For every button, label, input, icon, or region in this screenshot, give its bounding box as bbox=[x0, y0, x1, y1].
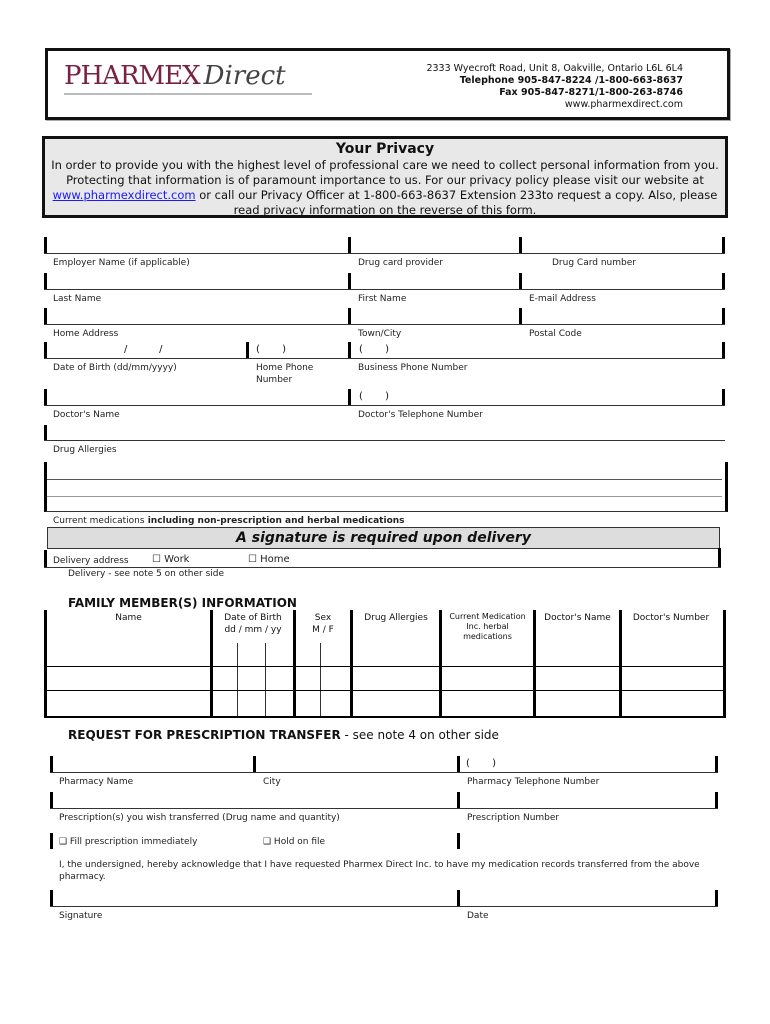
postal-code-label: Postal Code bbox=[529, 329, 582, 339]
column-header-sex: Sex bbox=[314, 613, 332, 623]
column-header-doctor-name: Doctor's Name bbox=[544, 613, 611, 623]
drug-card-provider-label: Drug card provider bbox=[358, 258, 443, 268]
pharmacy-phone-label: Pharmacy Telephone Number bbox=[467, 777, 600, 787]
field-tick bbox=[722, 389, 725, 405]
fax: Fax 905-847-8271/1-800-263-8746 bbox=[499, 87, 683, 98]
field-tick bbox=[722, 342, 725, 358]
business-phone-label: Business Phone Number bbox=[358, 363, 468, 373]
field-tick bbox=[457, 833, 460, 849]
drug-allergies-label: Drug Allergies bbox=[53, 445, 117, 455]
acknowledgement-text: I, the undersigned, hereby acknowledge that I have requested Pharmex Direct Inc. to have my medication records transferred from the above bbox=[59, 860, 700, 870]
area-code-parens: ( ) bbox=[359, 391, 390, 402]
first-name-label: First Name bbox=[358, 294, 407, 304]
current-medications-label: Current medications bbox=[53, 516, 145, 526]
website: www.pharmexdirect.com bbox=[564, 99, 683, 110]
current-medications-label-bold: including non-prescription and herbal medications bbox=[144, 516, 405, 526]
privacy-text: read privacy information on the reverse of this form. bbox=[233, 203, 537, 217]
column-header-name: Name bbox=[115, 613, 142, 623]
home-address-field[interactable] bbox=[44, 308, 349, 325]
field-underline bbox=[44, 253, 725, 254]
doctor-phone-field[interactable] bbox=[349, 389, 724, 406]
field-tick bbox=[348, 237, 351, 253]
last-name-label: Last Name bbox=[53, 294, 102, 304]
email-field[interactable] bbox=[520, 273, 724, 290]
prescription-number-label: Prescription Number bbox=[467, 813, 560, 823]
signature-field[interactable] bbox=[50, 890, 458, 907]
column-header-medication: Current Medication bbox=[449, 612, 526, 621]
privacy-text: In order to provide you with the highest level of professional care we need to collect personal information from you. bbox=[51, 158, 719, 172]
field-underline bbox=[44, 405, 725, 406]
address: 2333 Wyecroft Road, Unit 8, Oakville, Ontario L6L 6L4 bbox=[426, 63, 683, 74]
first-name-field[interactable] bbox=[349, 273, 520, 290]
family-row-3[interactable] bbox=[47, 691, 720, 715]
privacy-title: Your Privacy bbox=[335, 141, 435, 157]
field-tick bbox=[44, 308, 47, 324]
employer-label: Employer Name (if applicable) bbox=[53, 258, 190, 268]
family-row-2[interactable] bbox=[47, 667, 720, 690]
field-tick bbox=[519, 308, 522, 324]
pharmacy-city-field[interactable] bbox=[254, 756, 458, 773]
area-code-parens: ( ) bbox=[256, 344, 287, 355]
field-tick bbox=[50, 756, 53, 772]
field-tick bbox=[253, 756, 256, 772]
employer-field[interactable] bbox=[44, 237, 349, 254]
prescriptions-label: Prescription(s) you wish transferred (Drug name and quantity) bbox=[59, 813, 340, 823]
field-tick bbox=[44, 237, 47, 253]
pharmex-logo bbox=[64, 61, 286, 91]
transfer-section-title: REQUEST FOR PRESCRIPTION TRANSFER bbox=[68, 728, 341, 742]
field-tick bbox=[457, 756, 460, 772]
column-header-dob: Date of Birth bbox=[224, 613, 282, 623]
field-tick bbox=[50, 833, 53, 849]
field-tick bbox=[348, 308, 351, 324]
home-checkbox[interactable]: ☐ Home bbox=[248, 554, 290, 565]
delivery-note: Delivery - see note 5 on other side bbox=[68, 569, 225, 579]
field-tick bbox=[519, 273, 522, 289]
field-underline bbox=[50, 906, 718, 907]
privacy-box bbox=[42, 136, 728, 218]
family-section-title: FAMILY MEMBER(S) INFORMATION bbox=[68, 596, 297, 610]
date-field[interactable] bbox=[458, 890, 718, 907]
field-underline bbox=[50, 808, 718, 809]
field-underline bbox=[50, 772, 718, 773]
drug-card-provider-field[interactable] bbox=[349, 237, 520, 254]
hold-on-file-checkbox[interactable]: ❑ Hold on file bbox=[263, 837, 326, 847]
family-row-1[interactable] bbox=[47, 643, 720, 666]
field-tick bbox=[457, 792, 460, 808]
contact-info bbox=[426, 63, 683, 111]
area-code-parens: ( ) bbox=[466, 758, 497, 769]
doctor-name-label: Doctor's Name bbox=[53, 410, 120, 420]
field-underline bbox=[44, 324, 725, 325]
field-tick bbox=[44, 550, 47, 568]
town-field[interactable] bbox=[349, 308, 520, 325]
column-header-sex-options: M / F bbox=[312, 625, 334, 635]
field-tick bbox=[50, 890, 53, 906]
logo-sub: Direct bbox=[203, 61, 286, 91]
logo-rule bbox=[64, 93, 312, 95]
field-tick bbox=[457, 890, 460, 906]
field-tick bbox=[44, 425, 47, 441]
field-tick bbox=[44, 389, 47, 405]
drug-card-number-label: Drug Card number bbox=[552, 258, 636, 268]
field-tick bbox=[348, 389, 351, 405]
postal-code-field[interactable] bbox=[520, 308, 724, 325]
signature-required-banner: A signature is required upon delivery bbox=[47, 527, 720, 549]
field-underline bbox=[44, 440, 725, 441]
field-tick bbox=[348, 342, 351, 358]
field-tick bbox=[722, 273, 725, 289]
column-header-allergies: Drug Allergies bbox=[364, 613, 428, 623]
pharmacy-phone-field[interactable] bbox=[458, 756, 718, 773]
transfer-section-note: - see note 4 on other side bbox=[340, 728, 499, 742]
field-line bbox=[47, 479, 722, 480]
telephone: Telephone 905-847-8224 /1-800-663-8637 bbox=[459, 75, 683, 86]
logo-main: PHARMEX bbox=[64, 61, 200, 91]
column-header-medication: Inc. herbal bbox=[466, 622, 509, 631]
email-label: E-mail Address bbox=[529, 294, 596, 304]
home-phone-label: Home Phone bbox=[256, 363, 314, 373]
dob-separators: / / bbox=[124, 344, 163, 355]
field-tick bbox=[50, 792, 53, 808]
field-tick bbox=[44, 273, 47, 289]
field-underline bbox=[44, 289, 725, 290]
pharmacy-city-label: City bbox=[263, 777, 281, 787]
website-link[interactable]: www.pharmexdirect.com bbox=[52, 188, 196, 202]
field-underline bbox=[44, 358, 725, 359]
dob-label: Date of Birth (dd/mm/yyyy) bbox=[53, 363, 177, 373]
field-tick bbox=[44, 342, 47, 358]
prescription-number-field[interactable] bbox=[458, 792, 718, 809]
privacy-text: or call our Privacy Officer at 1-800-663-8637 Extension 233to request a copy. Also, please bbox=[195, 188, 718, 202]
pharmacy-name-label: Pharmacy Name bbox=[59, 777, 134, 787]
column-header-doctor-number: Doctor's Number bbox=[632, 613, 710, 623]
fill-immediately-checkbox[interactable]: ❑ Fill prescription immediately bbox=[59, 837, 198, 847]
home-address-label: Home Address bbox=[53, 329, 119, 339]
field-tick bbox=[722, 308, 725, 324]
field-tick bbox=[246, 342, 249, 358]
letterhead bbox=[45, 48, 730, 120]
drug-card-number-field[interactable] bbox=[520, 237, 724, 254]
current-medications-field[interactable] bbox=[44, 462, 728, 512]
business-phone-field[interactable] bbox=[349, 342, 724, 359]
town-label: Town/City bbox=[358, 329, 402, 339]
field-tick bbox=[348, 273, 351, 289]
area-code-parens: ( ) bbox=[359, 344, 390, 355]
doctor-phone-label: Doctor's Telephone Number bbox=[358, 410, 483, 420]
field-tick bbox=[722, 237, 725, 253]
home-phone-label: Number bbox=[256, 375, 293, 385]
acknowledgement-text: pharmacy. bbox=[59, 872, 106, 882]
delivery-address-label: Delivery address bbox=[53, 556, 129, 566]
privacy-text: Protecting that information is of paramount importance to us. For our privacy policy please visit our website at bbox=[66, 173, 704, 187]
field-tick bbox=[715, 890, 718, 906]
doctor-name-field[interactable] bbox=[44, 389, 349, 406]
field-underline bbox=[44, 567, 721, 568]
field-tick bbox=[715, 792, 718, 808]
prescriptions-field[interactable] bbox=[50, 792, 458, 809]
date-label: Date bbox=[467, 911, 489, 921]
last-name-field[interactable] bbox=[44, 273, 349, 290]
field-tick bbox=[519, 237, 522, 253]
drug-allergies-field[interactable] bbox=[44, 425, 724, 441]
field-line bbox=[47, 496, 722, 497]
column-header-medication: medications bbox=[463, 632, 512, 641]
pharmacy-name-field[interactable] bbox=[50, 756, 254, 773]
column-header-dob-format: dd / mm / yy bbox=[224, 625, 282, 635]
field-tick bbox=[715, 756, 718, 772]
field-tick bbox=[718, 548, 721, 568]
work-checkbox[interactable]: ☐ Work bbox=[152, 554, 190, 565]
signature-label: Signature bbox=[59, 911, 103, 921]
